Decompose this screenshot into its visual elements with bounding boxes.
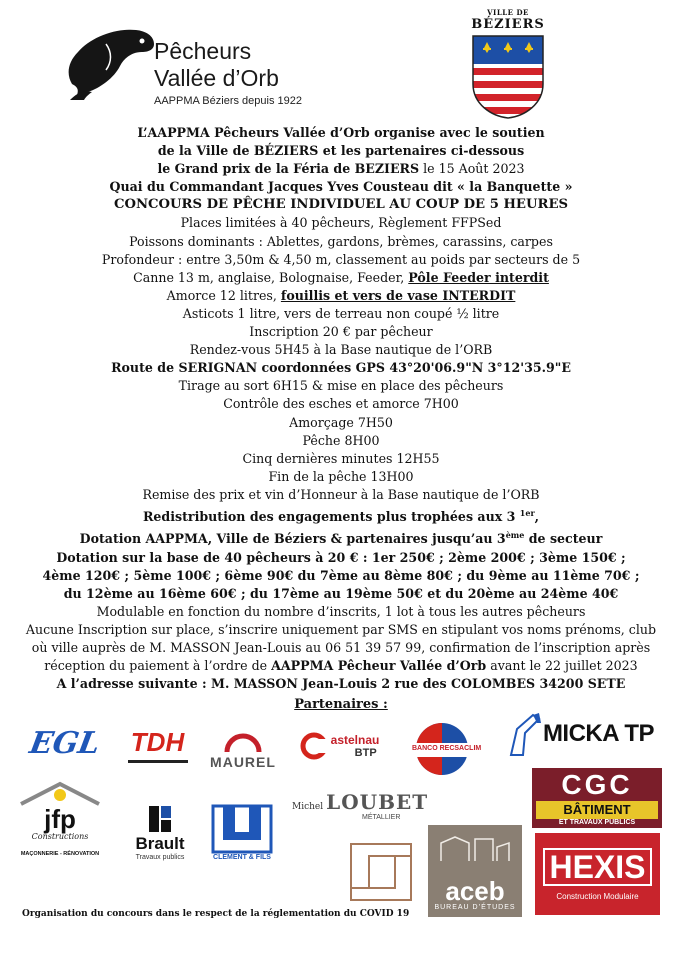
org-subtitle: AAPPMA Béziers depuis 1922 xyxy=(154,95,302,107)
line-4: Quai du Commandant Jacques Yves Cousteau dit « la Banquette » xyxy=(109,179,573,195)
ville-name: BÉZIERS xyxy=(471,17,545,32)
line-27: Modulable en fonction du nombre d’inscrits, 1 lot à tous les autres pêcheurs xyxy=(96,603,586,619)
line-8: Profondeur : entre 3,50m & 4,50 m, classement au poids par secteurs de 5 xyxy=(101,251,581,267)
line-19: Cinq dernières minutes 12H55 xyxy=(242,450,440,466)
partner-castelnau-logo: astelnau BTP xyxy=(293,722,385,770)
line-11: Asticots 1 litre, vers de terreau non coupé ½ litre xyxy=(182,305,500,321)
line-24: Dotation sur la base de 40 pêcheurs à 20 € : 1er 250€ ; 2ème 200€ ; 3ème 150€ ; xyxy=(56,549,626,565)
partner-hexis-logo: HEXIS Construction Modulaire xyxy=(535,833,660,915)
announcement-text xyxy=(0,124,682,693)
line-17: Amorçage 7H50 xyxy=(289,414,393,430)
line-3: le Grand prix de la Féria de BEZIERS le 15 Août 2023 xyxy=(157,161,525,177)
ville-beziers-logo xyxy=(463,8,553,126)
partner-jfp-logo: jfp Constructions MAÇONNERIE - RÉNOVATION xyxy=(12,782,108,864)
partner-banco-logo: BANCO RECSACLIM xyxy=(400,718,484,780)
partner-tdh-logo: TDH xyxy=(120,722,195,767)
line-16: Contrôle des esches et amorce 7H00 xyxy=(223,396,459,412)
line-18: Pêche 8H00 xyxy=(302,432,380,448)
house-outline-icon xyxy=(347,840,415,904)
partner-brault-logo: Brault Travaux publics xyxy=(120,800,200,864)
line-1: L’AAPPMA Pêcheurs Vallée d’Orb organise avec le soutien xyxy=(137,125,545,140)
line-22: Redistribution des engagements plus trophées aux 3 $^{1er}$, xyxy=(142,507,540,525)
partner-cgc-logo: CGC BÂTIMENT ET TRAVAUX PUBLICS xyxy=(532,768,662,828)
partners-title: Partenaires : xyxy=(294,697,388,712)
line-6: Places limitées à 40 pêcheurs, Règlement FFPSed xyxy=(180,215,502,231)
line-5: CONCOURS DE PÊCHE INDIVIDUEL AU COUP DE 5 HEURES xyxy=(113,197,569,213)
line-9: Canne 13 m, anglaise, Bolognaise, Feeder, Pôle Feeder interdit xyxy=(133,269,549,285)
line-26: du 12ème au 16ème 60€ ; du 17ème au 19ème 50€ et du 20ème au 24ème 40€ xyxy=(63,585,619,601)
line-25: 4ème 120€ ; 5ème 100€ ; 6ème 90€ du 7ème au 8ème 80€ ; du 9ème au 11ème 70€ ; xyxy=(42,567,640,583)
partner-loubet-logo: Michel LOUBET MÉTALLIER xyxy=(292,789,429,821)
org-name-line2: Vallée d’Orb xyxy=(154,65,279,91)
line-15: Tirage au sort 6H15 & mise en place des pêcheurs xyxy=(178,378,504,394)
roof-icon xyxy=(17,782,103,806)
partner-micka-tp-logo: MICKA TP xyxy=(496,706,661,761)
line-31: A l’adresse suivante : M. MASSON Jean-Louis 2 rue des COLOMBES 34200 SETE xyxy=(56,676,626,692)
line-7: Poissons dominants : Ablettes, gardons, brèmes, carassins, carpes xyxy=(129,233,553,249)
line-23: Dotation AAPPMA, Ville de Béziers & partenaires jusqu’au 3ème de secteur xyxy=(79,530,603,547)
partner-maurel-logo: MAUREL xyxy=(204,718,282,780)
ville-label: VILLE DE xyxy=(487,8,529,17)
castelnau-icon xyxy=(299,731,329,761)
partner-house-logo xyxy=(345,838,417,906)
coat-of-arms-icon xyxy=(471,34,545,120)
building-icon xyxy=(435,833,515,863)
club-logo xyxy=(62,22,322,112)
line-21: Remise des prix et vin d’Honneur à la Base nautique de l’ORB xyxy=(142,486,540,502)
line-14: Route de SERIGNAN coordonnées GPS 43°20'06.9"N 3°12'35.9"E xyxy=(111,360,571,376)
partner-clement-logo: CLEMENT & FILS xyxy=(206,797,278,867)
line-29: où ville auprès de M. MASSON Jean-Louis au 06 51 39 57 99, confirmation de l’inscription après xyxy=(31,640,651,655)
line-2: de la Ville de BÉZIERS et les partenaires ci-dessous xyxy=(157,143,525,159)
brault-icon xyxy=(147,804,173,834)
partner-egl-logo: EGL xyxy=(27,725,103,761)
line-30: réception du paiement à l’ordre de AAPPMA Pêcheur Vallée d’Orb avant le 22 juillet 2023 xyxy=(44,658,638,674)
line-12: Inscription 20 € par pêcheur xyxy=(249,324,433,340)
line-10: Amorce 12 litres, fouillis et vers de vase INTERDIT xyxy=(166,287,516,303)
fish-icon xyxy=(62,22,162,100)
line-13: Rendez-vous 5H45 à la Base nautique de l’ORB xyxy=(189,342,493,358)
partner-aceb-logo: aceb BUREAU D’ÉTUDES xyxy=(428,825,522,917)
excavator-icon xyxy=(503,709,543,759)
line-20: Fin de la pêche 13H00 xyxy=(268,468,414,484)
line-28: Aucune Inscription sur place, s’inscrire uniquement par SMS en stipulant vos noms prénoms, club xyxy=(25,621,657,637)
org-name xyxy=(154,38,324,92)
maurel-icon xyxy=(223,728,263,754)
clement-icon xyxy=(211,804,273,854)
org-name-line1: Pêcheurs xyxy=(154,38,252,64)
footer-note: Organisation du concours dans le respect de la réglementation du COVID 19 xyxy=(22,909,410,919)
